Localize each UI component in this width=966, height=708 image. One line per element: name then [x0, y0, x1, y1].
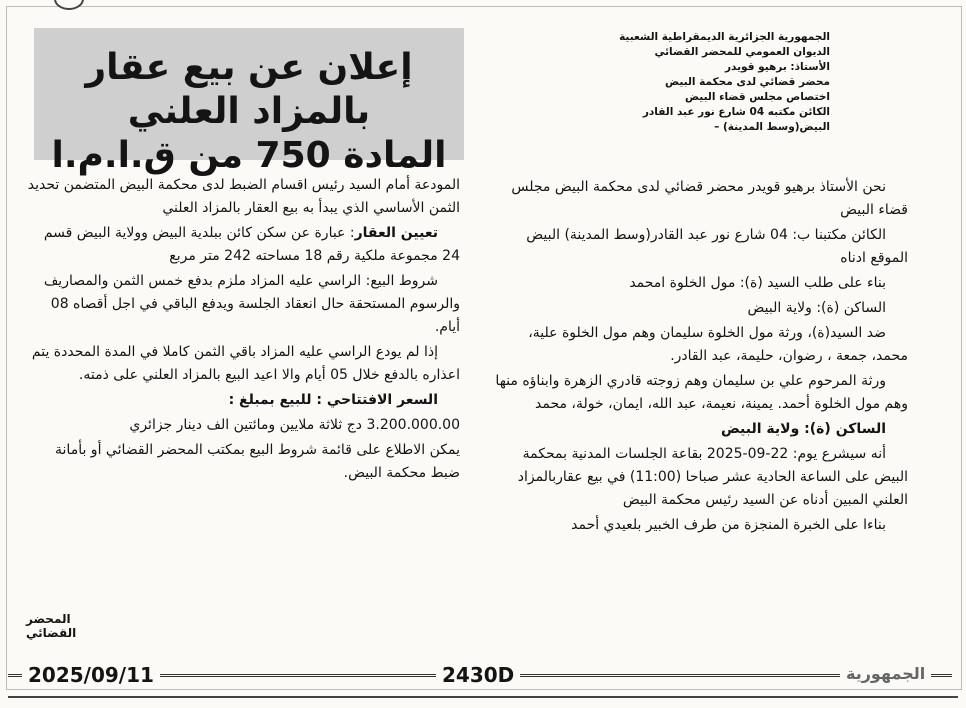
paragraph: يمكن الاطلاع على قائمة شروط البيع بمكتب المحضر القضائي أو بأمانة ضبط محكمة البيض. — [55, 442, 460, 481]
opening-price-value: 3.200.000.00 دج ثلاثة ملايين ومائتين الف دينار جزائري — [129, 417, 460, 433]
footer-date: 2025/09/11 — [22, 663, 160, 687]
right-column — [488, 176, 908, 539]
paragraph: شروط البيع: الراسي عليه المزاد ملزم بدفع خمس الثمن والمصاريف والرسوم المستحقة حال انعقاد الجلسة ويدفع الباقي في اجل أقصاه 08 أيام. — [43, 273, 460, 335]
signature: المحضر القضائي — [26, 612, 77, 640]
bottom-rule — [8, 696, 958, 698]
paragraph: ورثة المرحوم علي بن سليمان وهم زوجته قادري الزهرة وابناؤه منها وهم مول الخلوة أحمد. يمينة، نعيمة، عبد الله، ايمان، خولة، محمد — [495, 373, 908, 412]
footer-issue-number: 2430D — [436, 663, 520, 687]
footer-brand: الجمهورية — [840, 664, 931, 683]
header-line: الكائن مكتبه 04 شارع نور عبد القادر — [642, 106, 830, 118]
paragraph: نحن الأستاذ برهيو قويدر محضر قضائي لدى محكمة البيض مجلس قضاء البيض — [511, 179, 908, 218]
paragraph: بناءا على الخبرة المنجزة من طرف الخبير بلعيدي أحمد — [571, 517, 886, 533]
notice-title: إعلان عن بيع عقار بالمزاد العلني — [85, 47, 413, 132]
paragraph: الساكن (ة): ولاية البيض — [720, 421, 886, 437]
paragraph: إذا لم يودع الراسي عليه المزاد باقي الثمن كاملا في المدة المحددة يتم اعذاره بالدفع خلال 05 أيام والا اعيد البيع بالمزاد العلني على ذمته. — [31, 344, 460, 383]
paragraph: ضد السيد(ة)، ورثة مول الخلوة سليمان وهم مول الخلوة علية، محمد، جمعة ، رضوان، حليمة، عبد القادر. — [528, 325, 908, 364]
header-line: محضر قضائي لدى محكمة البيض — [665, 76, 830, 88]
opening-price-label: السعر الافتتاحي : للبيع بمبلغ : — [228, 392, 438, 408]
paragraph: أنه سيشرع يوم: 22-09-2025 بقاعة الجلسات المدنية بمحكمة البيض على الساعة الحادية عشر صباحا (11:00) في بيع عقاربالمزاد العلني المبين أدناه عن السيد رئيس محكمة البيض — [517, 446, 908, 508]
paragraph: الكائن مكتبنا ب: 04 شارع نور عبد القادر(وسط المدينة) البيض الموقع ادناه — [526, 227, 908, 266]
property-label: تعيين العقار — [354, 225, 438, 241]
notice-subtitle: المادة 750 من ق.ا.م.ا — [51, 135, 447, 176]
footer — [8, 662, 952, 688]
header-line: اختصاص مجلس قضاء البيض — [684, 91, 830, 103]
header-line: الجمهورية الجزائرية الديمقراطية الشعبية — [619, 31, 830, 43]
property-text: : عبارة عن سكن كائن ببلدية البيض وولاية البيض قسم 24 مجموعة ملكية رقم 18 مساحته 242 متر مربع — [43, 225, 460, 264]
paragraph: بناء على طلب السيد (ة): مول الخلوة امحمد — [629, 275, 886, 291]
property-paragraph — [26, 222, 460, 268]
issuer-header — [612, 30, 830, 135]
paragraph: المودعة أمام السيد رئيس اقسام الضبط لدى محكمة البيض المتضمن تحديد الثمن الأساسي الذي يبدأ به بيع العقار بالمزاد العلني — [27, 177, 460, 216]
notice-title-box — [34, 28, 464, 176]
paragraph: الساكن (ة): ولاية البيض — [747, 300, 886, 316]
left-column — [26, 174, 460, 487]
header-line: الأستاذ: برهيو قويدر — [724, 61, 830, 73]
header-line: الديوان العمومي للمحضر القضائي — [654, 46, 830, 58]
header-line: البيض(وسط المدينة) – — [714, 121, 830, 133]
